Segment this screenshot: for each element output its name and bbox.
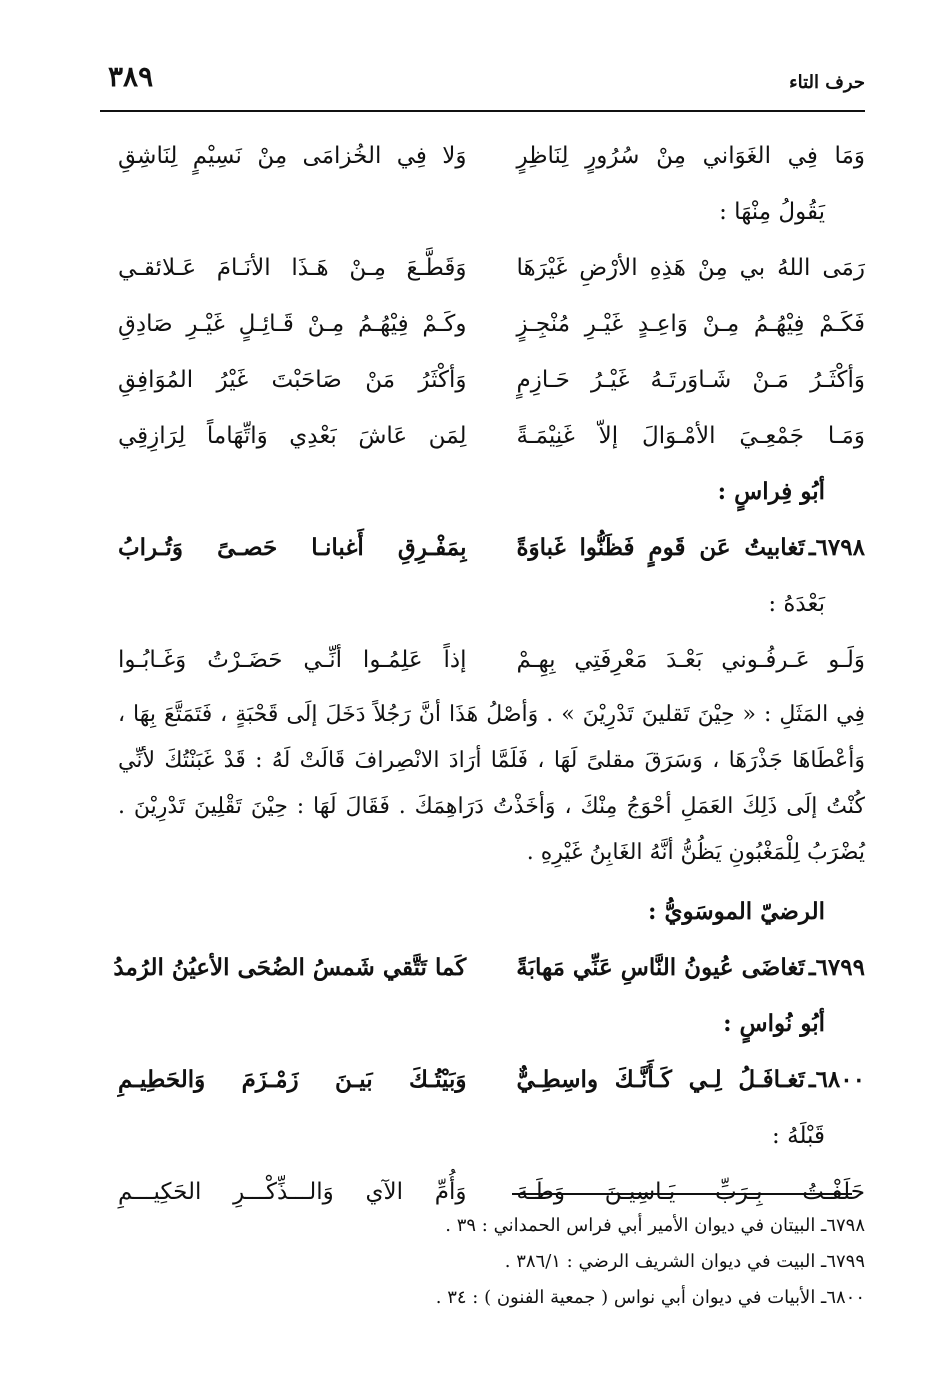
verse-line bbox=[118, 352, 865, 408]
verse-second-hemistich: وَلا فِي الخُزامَى مِنْ نَسِيْمٍ لِنَاشِقِ bbox=[118, 143, 467, 169]
verse-line bbox=[118, 128, 865, 184]
page-number: ٣٨٩ bbox=[108, 60, 154, 93]
verse-second-hemistich: وَقَطَّـعَ مِـنْ هَـذَا الأنَـامَ عَـلائقـي bbox=[118, 255, 467, 281]
verse-second-hemistich: وَأكْثَرُ مَنْ صَاحَبْتَ غَيْرُ المُوَافِقِ bbox=[118, 367, 467, 393]
footnote: ٦٧٩٩ـ البيت في ديوان الشريف الرضي : ٣٨٦/١ . bbox=[504, 1251, 865, 1272]
verse-second-hemistich: إذاً عَلِمُـوا أنِّـي حَضَـرْتُ وَغَـابُـوا bbox=[118, 647, 467, 673]
poet-name: أبُو نُواسٍ : bbox=[723, 1010, 825, 1037]
verse-second-hemistich: وَبَيْتُـكَ بَيـنَ زَمْـزَمَ وَالحَطِيـمِ bbox=[118, 1066, 467, 1093]
verse-line bbox=[118, 240, 865, 296]
verse-first-hemistich: رَمَى اللهُ بي مِنْ هَذِهِ الأرْضِ غَيْرَهَا bbox=[516, 255, 865, 281]
verse-line bbox=[118, 408, 865, 464]
poet-name: الرضيّ الموسَويُّ : bbox=[647, 898, 825, 925]
page-body bbox=[113, 128, 865, 1220]
page-header bbox=[100, 60, 865, 100]
verse-number: ٦٧٩٩ـ bbox=[808, 954, 865, 981]
footnote: ٦٧٩٨ـ البيتان في ديوان الأمير أبي فراس الحمداني : ٣٩ . bbox=[445, 1215, 865, 1236]
section-label: قَبْلَهُ : bbox=[772, 1123, 825, 1149]
verse-text: تَغابيتُ عَن قَومٍ فَظَنُّوا غَباوَةً bbox=[516, 534, 805, 561]
poet-name: أبُو فِراسٍ : bbox=[717, 478, 825, 505]
verse-first-hemistich: وَأكْثَـرُ مَـنْ شَـاوَرتَـهُ غَيْـرُ حَـازِمٍ bbox=[516, 367, 865, 393]
verse-line bbox=[118, 296, 865, 352]
verse-first-hemistich: فَكَـمْ فِيْهُـمُ مِـنْ وَاعِـدٍ غَيْـرِ مُنْجِـزٍ bbox=[516, 311, 865, 337]
verse-first-hemistich bbox=[492, 520, 866, 576]
header-rule bbox=[100, 110, 865, 112]
verse-first-hemistich: وَمَا فِي الغَوَاني مِنْ سُرُورٍ لِنَاظِرٍ bbox=[516, 143, 865, 169]
verse-text: تَغـافَـلُ لِـي كَـأَنَّـكَ واسِطِـيٌّ bbox=[516, 1066, 805, 1093]
verse-first-hemistich bbox=[492, 1052, 866, 1108]
numbered-verse-6798 bbox=[118, 520, 865, 576]
section-label: يَقُولُ مِنْهَا : bbox=[719, 199, 825, 225]
footnote: ٦٨٠٠ـ الأبيات في ديوان أبي نواس ( جمعية الفنون ) : ٣٤ . bbox=[435, 1287, 865, 1308]
verse-first-hemistich bbox=[491, 940, 865, 996]
verse-number: ٦٨٠٠ـ bbox=[808, 1066, 865, 1093]
verse-number: ٦٧٩٨ـ bbox=[808, 534, 865, 561]
running-head: حرف التاء bbox=[789, 72, 865, 93]
verse-second-hemistich: وَأُمِّ الآي وَالـــذِّكْـــرِ الحَكِيـــمِ bbox=[118, 1179, 467, 1205]
prose-paragraph: فِي المَثَلِ : « حِيْنَ تَقلينَ تَدْرِيْنَ » . وَأصْلُ هَذَا أنَّ رَجُلاً دَخَلَ إلَى قَحْبَةٍ ، فَتَمَتَّعَ بِهَا ، وَأعْطَاهَا جَذْرَهَا ، وَسَرَقَ مقلىً لَهَا ، فَلَمَّا أرَادَ الانْصِرافَ قَالَتْ لَهُ : قَدْ غَبَنْتُكَ لأنِّي كُنْتُ إلَى ذَلِكَ العَمَلِ أحْوَجُ مِنْكَ ، وَأخَذْتُ دَرَاهِمَكَ . فَقَالَ لَهَا : حِيْنَ تَقْلِينَ تَدْرِيْنَ . يُضْرَبُ لِلْمَغْبُونِ يَظُنُّ أنَّهُ الغَابِنُ غَيْرِهِ . bbox=[118, 702, 865, 865]
verse-first-hemistich: حَلَفْـتُ بِـرَبِّ يَـاسِيـنَ وَطَـهَ bbox=[516, 1179, 865, 1205]
section-label: بَعْدَهُ : bbox=[768, 591, 825, 617]
numbered-verse-6800 bbox=[118, 1052, 865, 1108]
verse-second-hemistich: لِمَن عَاشَ بَعْدِي وَاتِّهَاماً لِرَازِقِي bbox=[118, 423, 467, 449]
verse-second-hemistich: وكَـمْ فِيْهُـمُ مِـنْ قَـائِـلٍ غَيْـرِ صَادِقِ bbox=[118, 311, 467, 337]
verse-second-hemistich: كَما تَتَّقي شَمسُ الضُحَى الأعيُنُ الرُمدُ bbox=[113, 954, 467, 981]
verse-text: تَغاضَى عُيونُ النَّاسِ عَنِّي مَهابَةً bbox=[516, 954, 805, 981]
numbered-verse-6799 bbox=[113, 940, 865, 996]
footnote-rule bbox=[512, 1193, 852, 1195]
verse-line bbox=[118, 632, 865, 688]
verse-second-hemistich: بِمَفْـرِقِ أَغبانـا حَصـىً وَتُـرابُ bbox=[118, 534, 467, 561]
verse-first-hemistich: وَلَـو عَـرفُـوني بَعْـدَ مَعْرِفَتِي بِهِـمْ bbox=[516, 647, 865, 673]
footnotes bbox=[320, 1208, 865, 1316]
verse-first-hemistich: وَمَـا جَمْعِـيَ الأمْـوَالَ إلاّ غَنِيْمَـةً bbox=[516, 423, 865, 449]
